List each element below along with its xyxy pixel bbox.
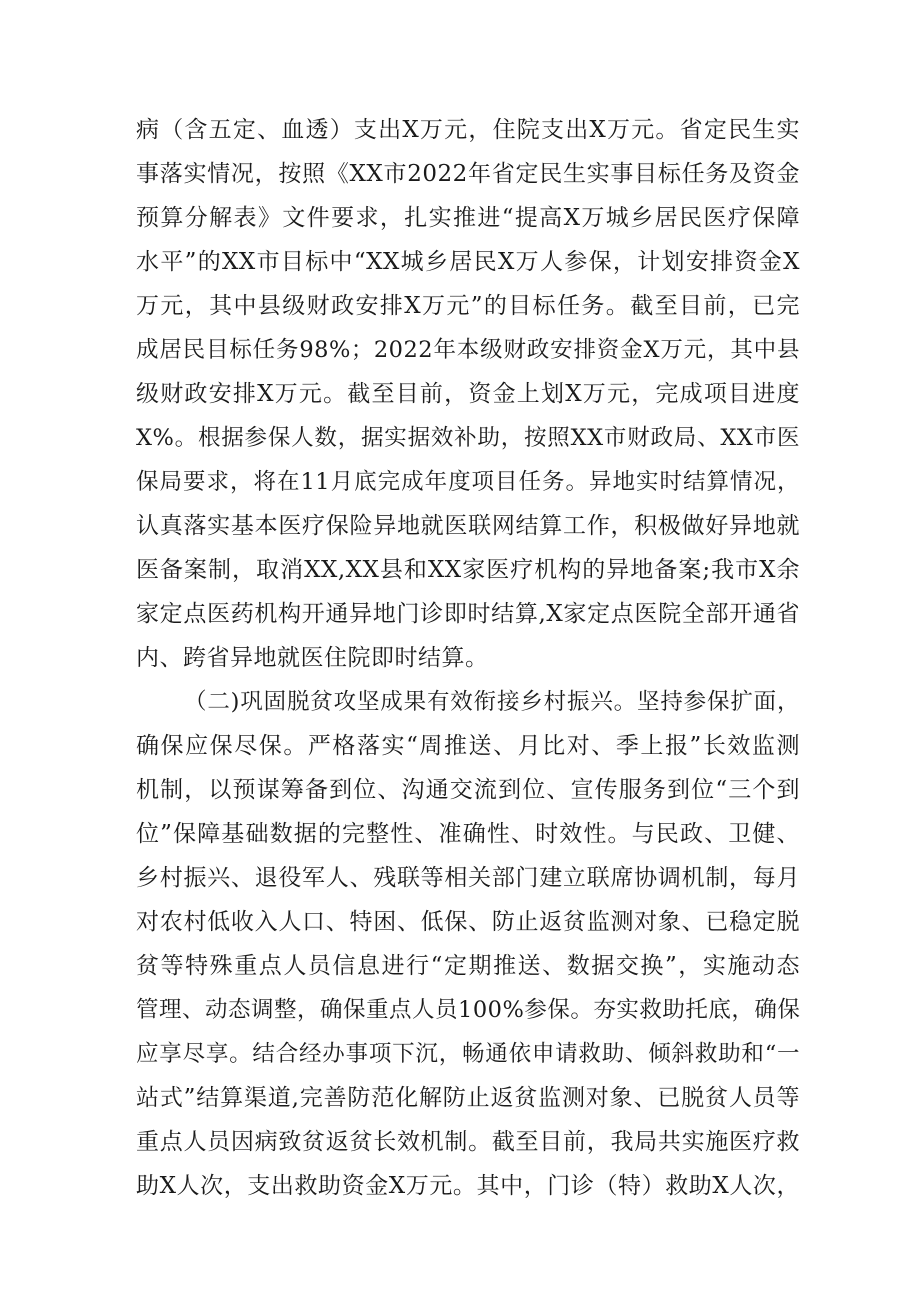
text-line: 水平”的XX市目标中“XX城乡居民X万人参保，计划安排资金X [136,249,800,275]
text-line: 内、跨省异地就医住院即时结算。 [136,645,489,671]
text-line: 站式”结算渠道,完善防范化解防止返贫监测对象、已脱贫人员等 [136,1085,800,1111]
text-line: 医备案制，取消XX,XX县和XX家医疗机构的异地备案;我市X余 [136,557,800,583]
text-line: 万元，其中县级财政安排X万元”的目标任务。截至目前，已完 [136,293,800,319]
text-line: 管理、动态调整，确保重点人员100%参保。夯实救助托底，确保 [136,997,801,1023]
text-line: 病（含五定、血透）支出X万元，住院支出X万元。省定民生实 [136,117,800,143]
text-line: 机制，以预谋筹备到位、沟通交流到位、宣传服务到位“三个到 [136,777,800,803]
text-line: 乡村振兴、退役军人、残联等相关部门建立联席协调机制，每月 [136,865,800,891]
text-line: 保局要求，将在11月底完成年度项目任务。异地实时结算情况， [136,469,800,495]
text-line: 级财政安排X万元。截至目前，资金上划X万元，完成项目进度 [136,381,800,407]
text-line: 对农村低收入人口、特困、低保、防止返贫监测对象、已稳定脱 [136,909,800,935]
text-line: 应享尽享。结合经办事项下沉，畅通依申请救助、倾斜救助和“一 [136,1041,800,1067]
text-line: 助X人次，支出救助资金X万元。其中，门诊（特）救助X人次， [136,1173,800,1199]
text-line: 家定点医药机构开通异地门诊即时结算,X家定点医院全部开通省 [136,601,800,627]
text-line: X%。根据参保人数，据实据效补助，按照XX市财政局、XX市医 [136,425,800,451]
text-line: 成居民目标任务98%；2022年本级财政安排资金X万元，其中县 [136,337,800,363]
text-line: 认真落实基本医疗保险异地就医联网结算工作，积极做好异地就 [136,513,800,539]
text-line: 位”保障基础数据的完整性、准确性、时效性。与民政、卫健、 [136,821,800,847]
section-heading-line: （二)巩固脱贫攻坚成果有效衔接乡村振兴。坚持参保扩面， [184,689,800,715]
text-line: 重点人员因病致贫返贫长效机制。截至目前，我局共实施医疗救 [136,1129,800,1155]
text-line: 事落实情况，按照《XX市2022年省定民生实事目标任务及资金 [136,161,800,187]
text-line: 预算分解表》文件要求，扎实推进“提高X万城乡居民医疗保障 [136,205,800,231]
text-line: 贫等特殊重点人员信息进行“定期推送、数据交换”，实施动态 [136,953,800,979]
text-line: 确保应保尽保。严格落实“周推送、月比对、季上报”长效监测 [136,733,800,759]
